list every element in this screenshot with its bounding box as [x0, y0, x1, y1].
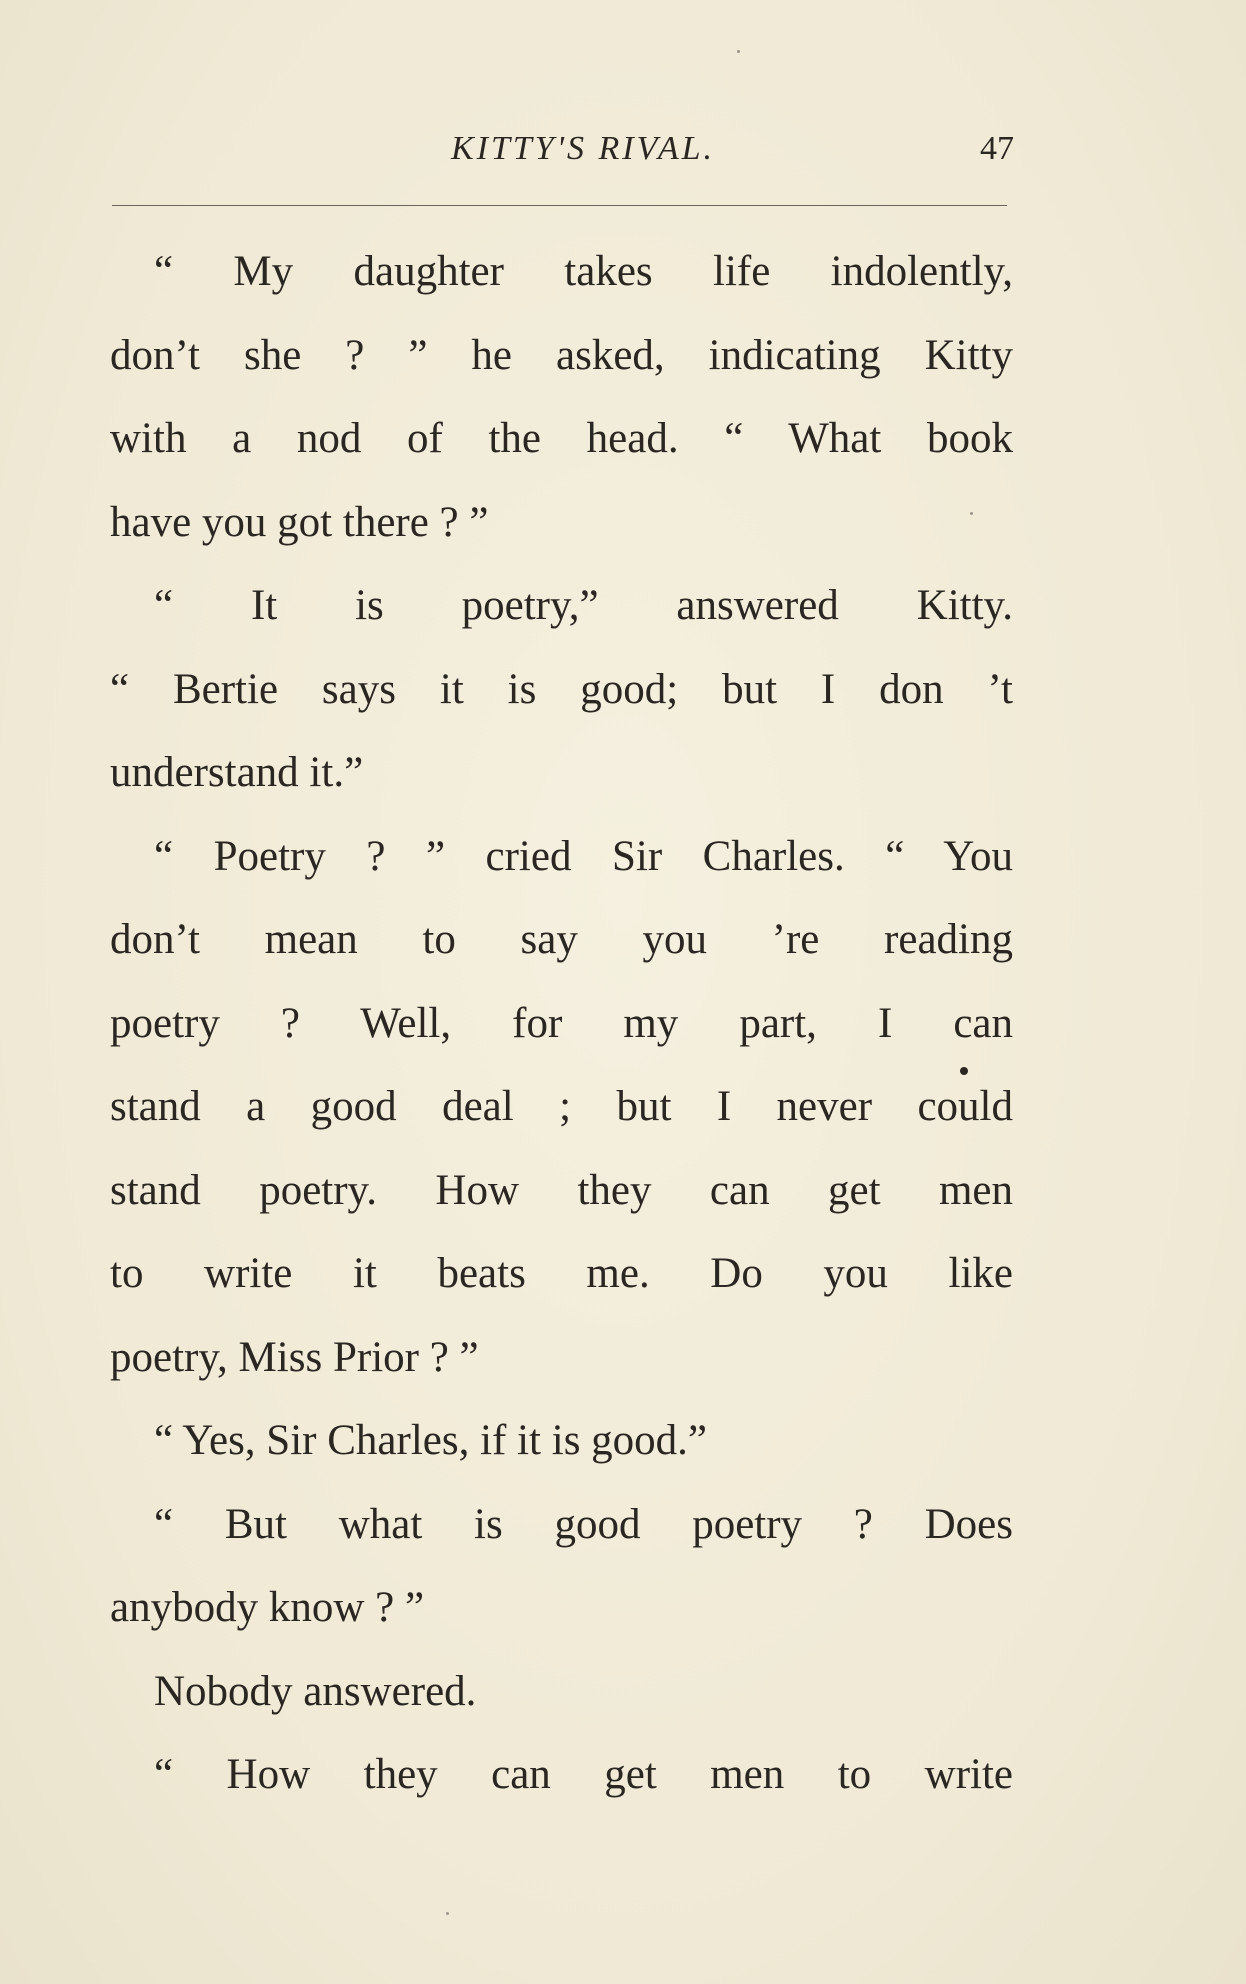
- body-text: [110, 230, 1013, 1817]
- text-line: “ My daughter takes life indolently,: [154, 248, 1013, 295]
- text-line: poetry ? Well, for my part, I can: [110, 999, 1013, 1047]
- text-line: poetry, Miss Prior ? ”: [110, 1333, 479, 1381]
- paper-speck: [737, 50, 740, 53]
- paper-speck: [970, 512, 973, 515]
- text-line: to write it beats me. Do you like: [110, 1250, 1013, 1297]
- text-line: have you got there ? ”: [110, 498, 489, 546]
- text-line: “ How they can get men to write: [154, 1751, 1013, 1798]
- text-line: “ Poetry ? ” cried Sir Charles. “ You: [154, 832, 1013, 880]
- text-line: with a nod of the head. “ What book: [110, 415, 1013, 462]
- text-line: anybody know ? ”: [110, 1584, 425, 1631]
- text-line: stand a good deal ; but I never could: [110, 1083, 1013, 1130]
- text-line: Nobody answered.: [154, 1667, 477, 1715]
- paper-speck: [446, 1912, 449, 1915]
- running-head: KITTY'S RIVAL.: [450, 130, 715, 167]
- ink-dot: [960, 1067, 968, 1075]
- page-header: [110, 130, 1016, 180]
- text-line: understand it.”: [110, 749, 364, 796]
- text-line: don’t she ? ” he asked, indicating Kitty: [110, 331, 1013, 379]
- text-line: “ Bertie says it is good; but I don ’t: [110, 665, 1013, 713]
- text-line: “ It is poetry,” answered Kitty.: [154, 582, 1013, 629]
- text-line: “ But what is good poetry ? Does: [154, 1500, 1013, 1548]
- header-rule: [112, 205, 1007, 206]
- page-number: 47: [980, 130, 1014, 167]
- text-line: “ Yes, Sir Charles, if it is good.”: [154, 1417, 708, 1464]
- text-line: don’t mean to say you ’re reading: [110, 916, 1013, 963]
- text-line: stand poetry. How they can get men: [110, 1166, 1013, 1214]
